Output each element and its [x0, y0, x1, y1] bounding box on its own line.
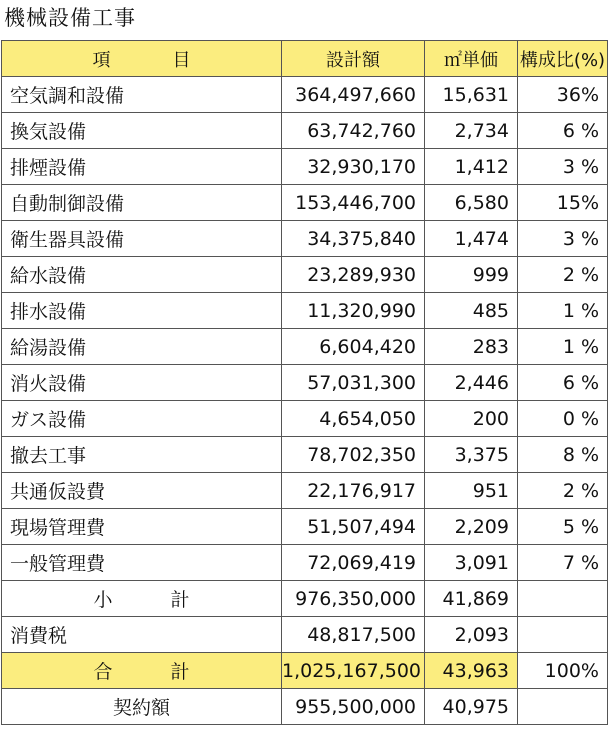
- table-row: [2, 545, 608, 581]
- row-cost: 72,069,419: [282, 545, 425, 581]
- header-item: [2, 41, 282, 77]
- subtotal-ratio: [518, 581, 608, 617]
- row-ratio: 2 %: [518, 257, 608, 293]
- total-ratio: 100%: [518, 653, 608, 689]
- row-name: 消火設備: [2, 365, 282, 401]
- row-unit: 6,580: [425, 185, 518, 221]
- row-ratio: 6 %: [518, 113, 608, 149]
- row-unit: 1,474: [425, 221, 518, 257]
- header-unit-price: ㎡単価: [425, 41, 518, 77]
- table-row: [2, 401, 608, 437]
- row-unit: 2,209: [425, 509, 518, 545]
- tax-row: [2, 617, 608, 653]
- subtotal-unit: 41,869: [425, 581, 518, 617]
- row-name: 自動制御設備: [2, 185, 282, 221]
- table-row: [2, 329, 608, 365]
- row-ratio: 0 %: [518, 401, 608, 437]
- contract-ratio: [518, 689, 608, 725]
- table-row: [2, 365, 608, 401]
- row-name: 一般管理費: [2, 545, 282, 581]
- total-label: [2, 653, 282, 689]
- row-unit: 1,412: [425, 149, 518, 185]
- row-name: 共通仮設費: [2, 473, 282, 509]
- row-cost: 4,654,050: [282, 401, 425, 437]
- row-cost: 22,176,917: [282, 473, 425, 509]
- row-name: ガス設備: [2, 401, 282, 437]
- cost-table: [1, 40, 608, 725]
- table-row: [2, 293, 608, 329]
- header-item-a: 項: [92, 49, 111, 71]
- row-unit: 283: [425, 329, 518, 365]
- row-ratio: 1 %: [518, 329, 608, 365]
- subtotal-row: [2, 581, 608, 617]
- header-ratio: 構成比(%): [518, 41, 608, 77]
- row-unit: 3,091: [425, 545, 518, 581]
- total-label-a: 合: [93, 661, 113, 683]
- table-row: [2, 221, 608, 257]
- row-unit: 999: [425, 257, 518, 293]
- page-title: 機械設備工事: [4, 6, 136, 30]
- tax-cost: 48,817,500: [282, 617, 425, 653]
- row-cost: 6,604,420: [282, 329, 425, 365]
- row-name: 空気調和設備: [2, 77, 282, 113]
- contract-unit: 40,975: [425, 689, 518, 725]
- total-label-b: 計: [170, 661, 190, 683]
- row-unit: 2,734: [425, 113, 518, 149]
- table-row: [2, 77, 608, 113]
- row-ratio: 15%: [518, 185, 608, 221]
- tax-label: 消費税: [2, 617, 282, 653]
- table-row: [2, 437, 608, 473]
- row-name: 排煙設備: [2, 149, 282, 185]
- subtotal-label-a: 小: [93, 589, 113, 611]
- row-cost: 11,320,990: [282, 293, 425, 329]
- table-row: [2, 473, 608, 509]
- row-ratio: 5 %: [518, 509, 608, 545]
- row-unit: 15,631: [425, 77, 518, 113]
- row-cost: 51,507,494: [282, 509, 425, 545]
- header-item-b: 目: [172, 49, 191, 71]
- table-row: [2, 185, 608, 221]
- row-ratio: 3 %: [518, 221, 608, 257]
- row-unit: 485: [425, 293, 518, 329]
- row-ratio: 6 %: [518, 365, 608, 401]
- row-cost: 57,031,300: [282, 365, 425, 401]
- contract-row: [2, 689, 608, 725]
- row-unit: 2,446: [425, 365, 518, 401]
- row-unit: 3,375: [425, 437, 518, 473]
- row-cost: 23,289,930: [282, 257, 425, 293]
- row-cost: 153,446,700: [282, 185, 425, 221]
- table-row: [2, 149, 608, 185]
- row-name: 排水設備: [2, 293, 282, 329]
- row-ratio: 3 %: [518, 149, 608, 185]
- row-ratio: 36%: [518, 77, 608, 113]
- contract-cost: 955,500,000: [282, 689, 425, 725]
- subtotal-label-b: 計: [170, 589, 190, 611]
- table-row: [2, 509, 608, 545]
- row-ratio: 7 %: [518, 545, 608, 581]
- row-ratio: 8 %: [518, 437, 608, 473]
- row-name: 現場管理費: [2, 509, 282, 545]
- row-ratio: 1 %: [518, 293, 608, 329]
- row-name: 衛生器具設備: [2, 221, 282, 257]
- row-name: 撤去工事: [2, 437, 282, 473]
- row-cost: 364,497,660: [282, 77, 425, 113]
- row-cost: 34,375,840: [282, 221, 425, 257]
- total-unit: 43,963: [425, 653, 518, 689]
- tax-ratio: [518, 617, 608, 653]
- row-ratio: 2 %: [518, 473, 608, 509]
- table-row: [2, 257, 608, 293]
- tax-unit: 2,093: [425, 617, 518, 653]
- subtotal-cost: 976,350,000: [282, 581, 425, 617]
- row-name: 給水設備: [2, 257, 282, 293]
- total-cost: 1,025,167,500: [282, 653, 425, 689]
- table-row: [2, 113, 608, 149]
- row-cost: 32,930,170: [282, 149, 425, 185]
- row-unit: 200: [425, 401, 518, 437]
- row-cost: 78,702,350: [282, 437, 425, 473]
- row-unit: 951: [425, 473, 518, 509]
- header-design-cost: 設計額: [282, 41, 425, 77]
- row-cost: 63,742,760: [282, 113, 425, 149]
- header-row: [2, 41, 608, 77]
- row-name: 換気設備: [2, 113, 282, 149]
- total-row: [2, 653, 608, 689]
- subtotal-label: [2, 581, 282, 617]
- contract-label: 契約額: [2, 689, 282, 725]
- row-name: 給湯設備: [2, 329, 282, 365]
